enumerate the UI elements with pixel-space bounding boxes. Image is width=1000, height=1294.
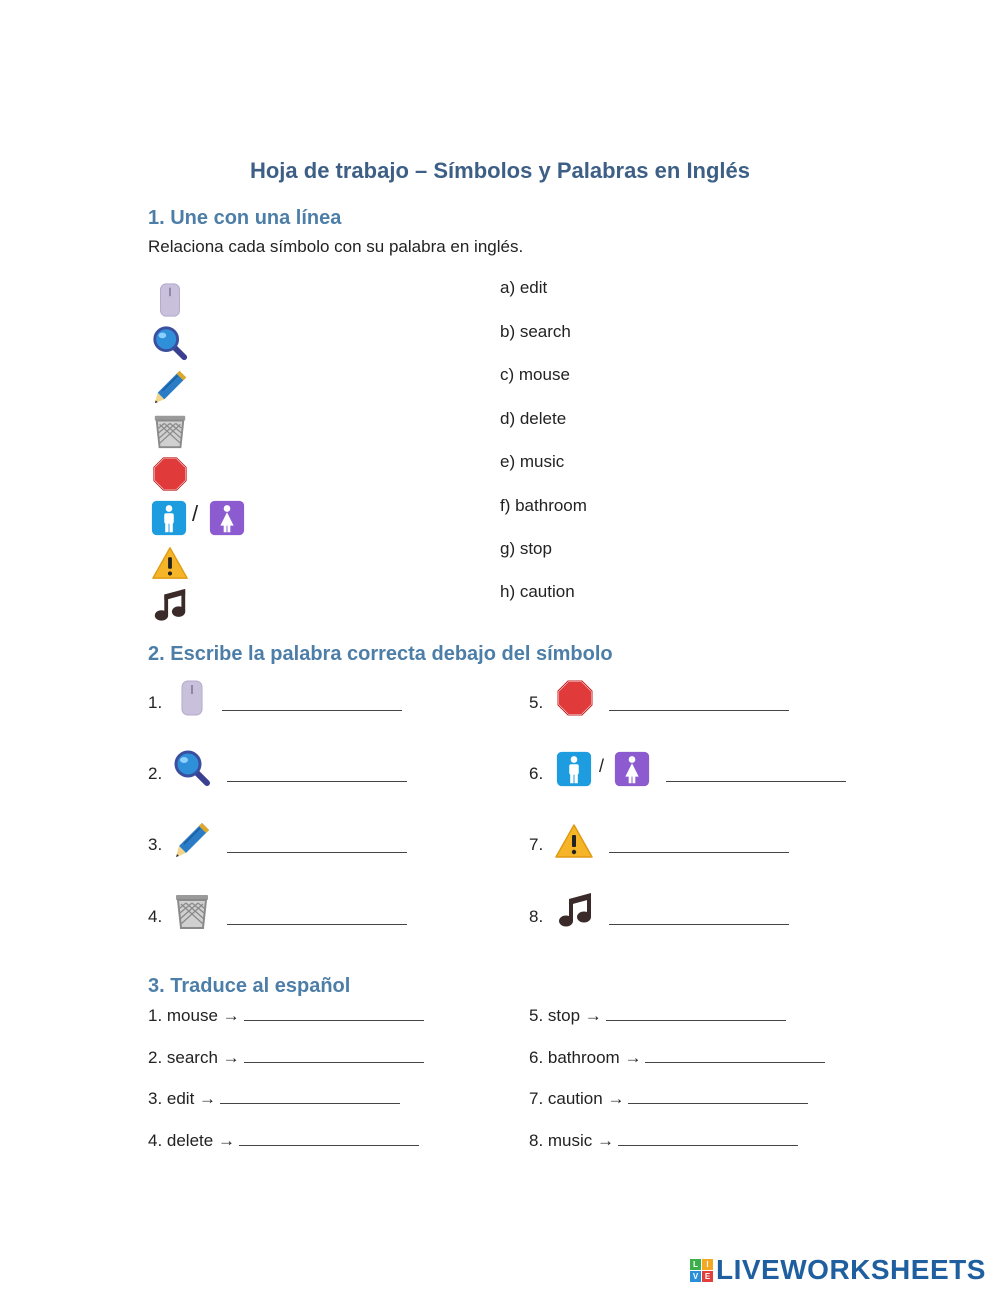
translate-prompt: 7. caution → [529,1089,625,1108]
answer-blank[interactable] [645,1046,825,1063]
wastebasket-icon [150,412,190,450]
translate-prompt: 8. music → [529,1131,615,1150]
liveworksheets-logo[interactable] [690,1254,986,1286]
answer-blank[interactable] [244,1004,424,1021]
restroom-icon [150,499,250,537]
mouse-icon [172,678,212,718]
translate-item [148,1004,424,1026]
magnifier-icon [150,324,190,362]
word-option[interactable]: d) delete [500,409,567,428]
answer-blank[interactable] [227,852,407,853]
section3-heading: 3. Traduce al español [148,975,351,997]
logo-mark-letter: V [690,1271,701,1282]
item-number: 2. [148,764,163,783]
translate-prompt: 5. stop → [529,1006,602,1025]
section2-heading: 2. Escribe la palabra correcta debajo del símbolo [148,643,613,665]
translate-prompt: 2. search → [148,1048,240,1067]
answer-blank[interactable] [666,781,846,782]
restroom-icon [555,750,655,788]
word-option[interactable]: c) mouse [500,365,570,384]
answer-blank[interactable] [239,1129,419,1146]
translate-prompt: 4. delete → [148,1131,235,1150]
translate-item [148,1087,400,1109]
logo-mark-letter: E [702,1271,713,1282]
answer-blank[interactable] [222,710,402,711]
warning-icon [554,821,594,861]
translate-prompt: 3. edit → [148,1089,217,1108]
item-number: 6. [529,764,544,783]
item-number: 4. [148,907,163,926]
logo-mark-letter: L [690,1259,701,1270]
slash: / [192,501,199,526]
translate-item [529,1129,798,1151]
item-number: 1. [148,693,163,712]
music-note-icon [555,890,595,930]
section1-instruction: Relaciona cada símbolo con su palabra en inglés. [148,237,524,256]
word-option[interactable]: f) bathroom [500,496,587,515]
word-option[interactable]: h) caution [500,582,575,601]
logo-mark-letter: I [702,1259,713,1270]
answer-blank[interactable] [609,852,789,853]
warning-icon [150,544,190,582]
item-number: 7. [529,835,544,854]
answer-blank[interactable] [227,781,407,782]
item-number: 3. [148,835,163,854]
pen-icon [150,368,190,406]
word-option[interactable]: g) stop [500,539,552,558]
music-note-icon [150,586,190,624]
stop-sign-icon [150,455,190,493]
logo-text: LIVEWORKSHEETS [716,1254,986,1285]
slash: / [599,756,605,776]
translate-prompt: 6. bathroom → [529,1048,642,1067]
answer-blank[interactable] [220,1087,400,1104]
pen-icon [172,820,212,860]
mouse-icon [150,281,190,319]
translate-item [529,1046,825,1068]
magnifier-icon [172,748,212,788]
translate-item [148,1046,424,1068]
logo-mark-icon [690,1259,713,1282]
page-title: Hoja de trabajo – Símbolos y Palabras en Inglés [249,158,751,183]
answer-blank[interactable] [244,1046,424,1063]
word-option[interactable]: b) search [500,322,571,341]
answer-blank[interactable] [227,924,407,925]
translate-item [148,1129,419,1151]
item-number: 5. [529,693,544,712]
translate-prompt: 1. mouse → [148,1006,240,1025]
answer-blank[interactable] [609,710,789,711]
translate-item [529,1004,786,1026]
translate-item [529,1087,808,1109]
wastebasket-icon [172,891,212,931]
answer-blank[interactable] [628,1087,808,1104]
answer-blank[interactable] [609,924,789,925]
word-option[interactable]: a) edit [500,278,548,297]
stop-sign-icon [555,678,595,718]
section1-heading: 1. Une con una línea [148,207,342,229]
item-number: 8. [529,907,544,926]
answer-blank[interactable] [618,1129,798,1146]
answer-blank[interactable] [606,1004,786,1021]
word-option[interactable]: e) music [500,452,565,471]
